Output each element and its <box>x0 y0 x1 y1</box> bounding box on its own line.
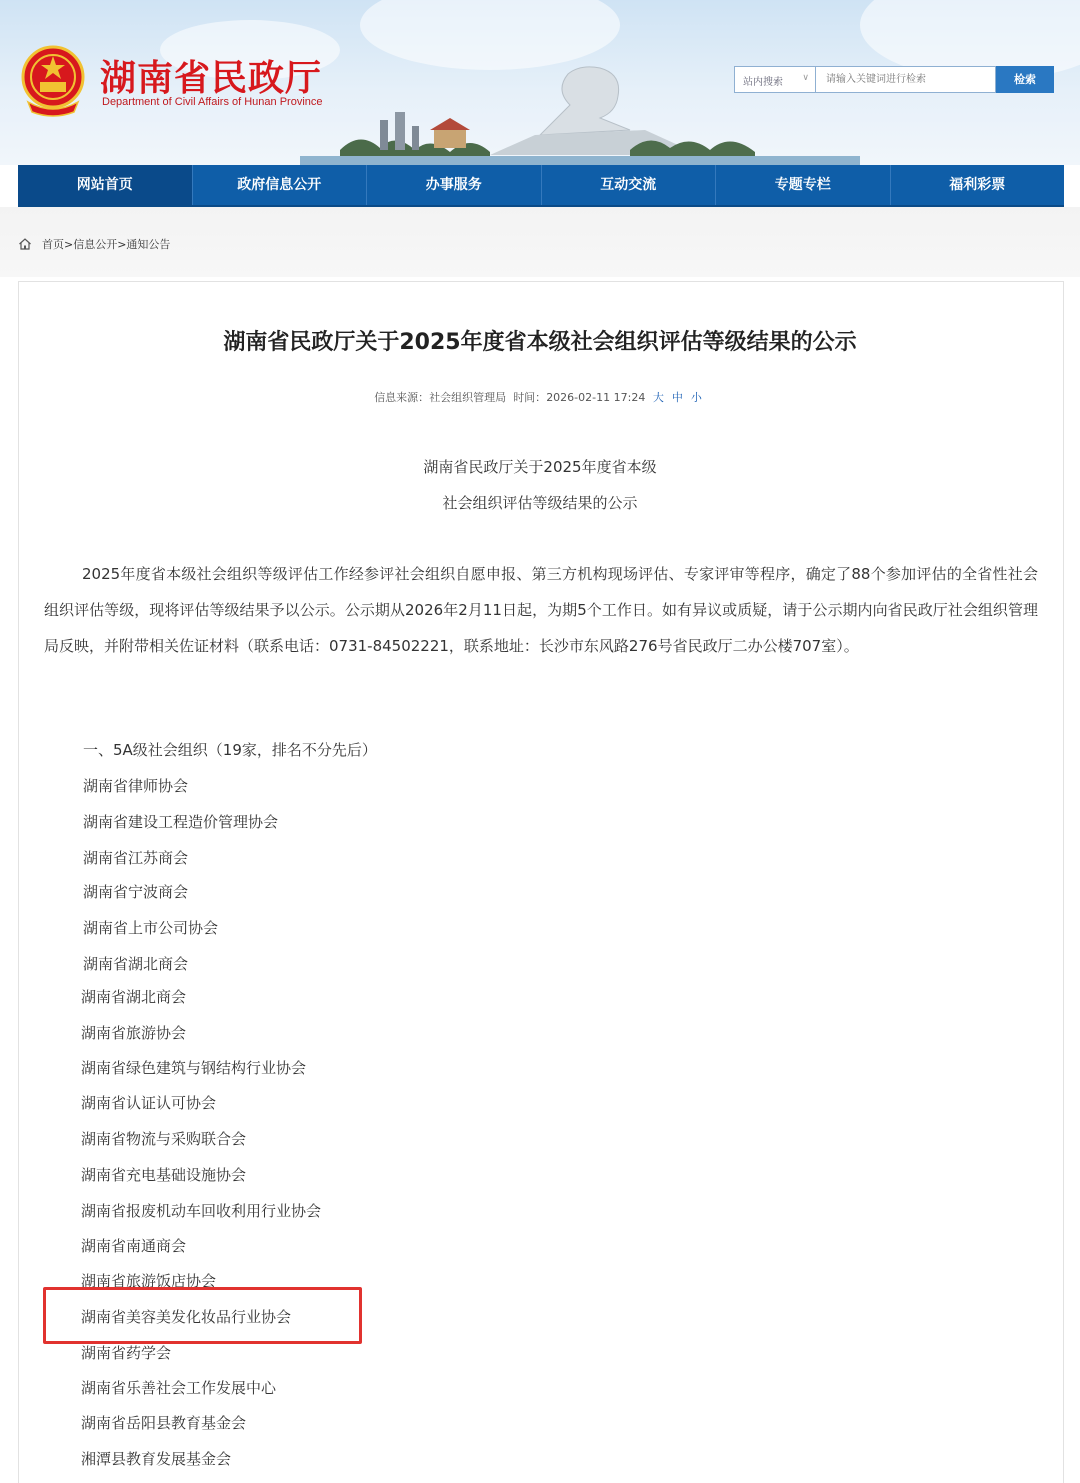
meta-source: 社会组织管理局 <box>429 391 507 404</box>
breadcrumb <box>18 236 170 252</box>
article-body-paragraph: 2025年度省本级社会组织等级评估工作经参评社会组织自愿申报、第三方机构现场评估、专家评审等程序，确定了88个参加评估的全省性社会组织评估等级，现将评估等级结果予以公示。公示期从2026年2月11日起，为期5个工作日。如有异议或质疑，请于公示期内向省民政厅社会组织管理局反映，并附带相关佐证材料（联系电话：0731-84502221，联系地址：长沙市东风路276号省民政厅二办公楼707室）。 <box>44 565 1038 655</box>
site-search <box>734 66 1054 93</box>
nav-item-info-disclosure[interactable]: 政府信息公开 <box>193 165 368 205</box>
article-sub-heading-line-1: 湖南省民政厅关于2025年度省本级 <box>423 458 657 476</box>
list-item: 湖南省报废机动车回收利用行业协会 <box>81 1202 322 1220</box>
nav-item-home[interactable]: 网站首页 <box>18 165 193 205</box>
nav-item-services[interactable]: 办事服务 <box>367 165 542 205</box>
list-item: 湖南省绿色建筑与钢结构行业协会 <box>81 1059 307 1077</box>
list-item: 湖南省认证认可协会 <box>81 1094 217 1112</box>
list-item: 湖南省旅游协会 <box>81 1024 187 1042</box>
search-scope-label: 站内搜索 <box>743 77 783 88</box>
meta-source-label: 信息来源： <box>374 391 430 404</box>
list-item: 湖南省宁波商会 <box>83 883 189 901</box>
nav-item-interaction[interactable]: 互动交流 <box>542 165 717 205</box>
font-size-large-link[interactable]: 大 <box>652 391 664 404</box>
article-title: 湖南省民政厅关于2025年度省本级社会组织评估等级结果的公示 <box>223 330 857 355</box>
meta-time: 2026-02-11 17:24 <box>546 391 646 404</box>
nav-item-special-topics[interactable]: 专题专栏 <box>716 165 891 205</box>
list-item: 湖南省建设工程造价管理协会 <box>83 813 279 831</box>
list-item: 湖南省南通商会 <box>81 1237 187 1255</box>
list-item: 湖南省湖北商会 <box>83 955 189 973</box>
site-title[interactable]: 湖南省民政厅 <box>100 58 323 99</box>
list-item: 湖南省岳阳县教育基金会 <box>81 1414 247 1432</box>
list-item-highlighted: 湖南省美容美发化妆品行业协会 <box>81 1308 292 1326</box>
national-emblem-icon <box>18 44 88 118</box>
font-size-medium-link[interactable]: 中 <box>671 391 683 404</box>
breadcrumb-path[interactable]: 首页>信息公开>通知公告 <box>42 238 171 251</box>
list-item: 湘潭县教育发展基金会 <box>81 1450 232 1468</box>
main-nav <box>18 165 1064 207</box>
meta-time-label: 时间： <box>513 391 547 404</box>
site-header <box>0 0 1080 165</box>
list-item: 湖南省药学会 <box>81 1344 172 1362</box>
list-item: 湖南省律师协会 <box>83 777 189 795</box>
article-sub-heading-line-2: 社会组织评估等级结果的公示 <box>442 494 638 512</box>
list-item: 湖南省上市公司协会 <box>83 919 219 937</box>
section-heading: 一、5A级社会组织（19家，排名不分先后） <box>83 741 377 759</box>
site-subtitle: Department of Civil Affairs of Hunan Province <box>102 96 323 108</box>
font-size-small-link[interactable]: 小 <box>690 391 702 404</box>
chevron-down-icon: ∨ <box>802 73 809 83</box>
list-item: 湖南省乐善社会工作发展中心 <box>81 1379 277 1397</box>
list-item: 湖南省充电基础设施协会 <box>81 1166 247 1184</box>
list-item: 湖南省旅游饭店协会 <box>81 1272 217 1290</box>
article-meta <box>0 389 1080 405</box>
highlight-annotation-box <box>43 1287 362 1344</box>
home-icon[interactable] <box>18 237 32 251</box>
list-item: 湖南省湖北商会 <box>81 988 187 1006</box>
list-item: 湖南省物流与采购联合会 <box>81 1130 247 1148</box>
search-button[interactable]: 检索 <box>996 66 1054 93</box>
search-scope-select[interactable] <box>734 66 816 93</box>
search-input[interactable] <box>816 66 996 93</box>
list-item: 湖南省江苏商会 <box>83 849 189 867</box>
nav-item-lottery[interactable]: 福利彩票 <box>949 177 1006 193</box>
